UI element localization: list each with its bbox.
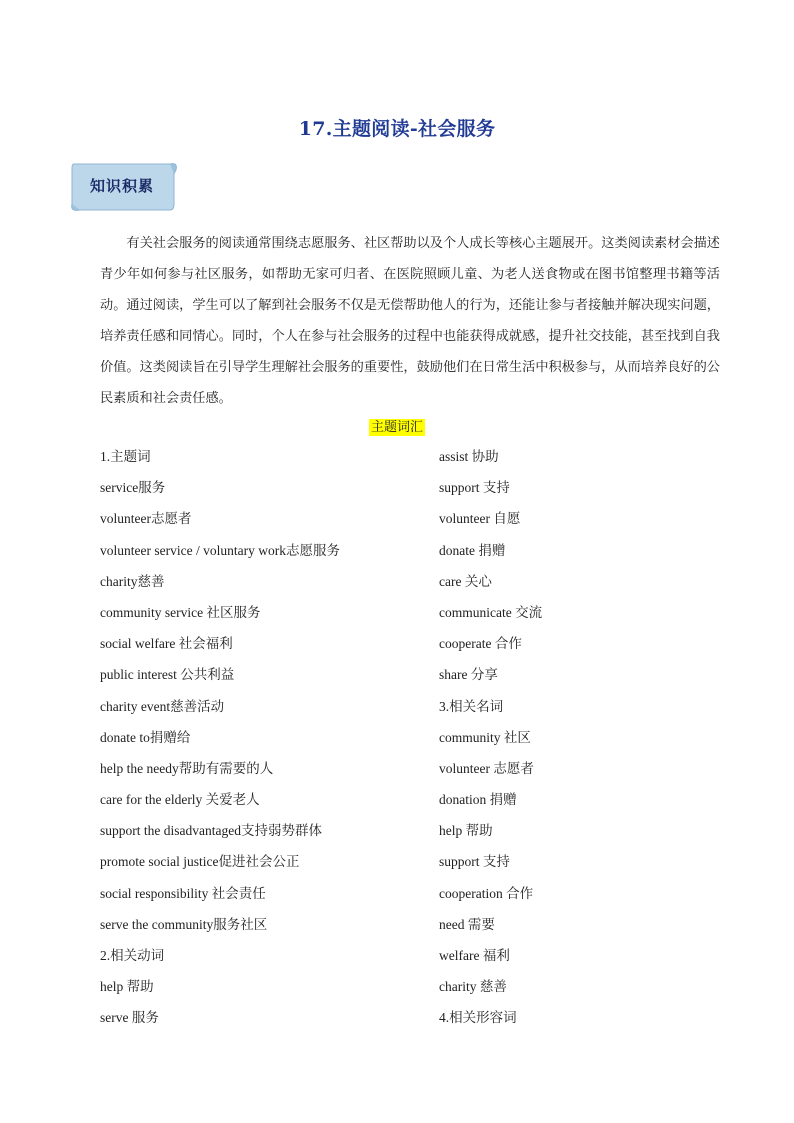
banner-label: 知识积累 — [89, 177, 154, 195]
intro-paragraph: 有关社会服务的阅读通常围绕志愿服务、社区帮助以及个人成长等核心主题展开。这类阅读素材会描述青少年如何参与社区服务，如帮助无家可归者、在医院照顾儿童、为老人送食物或在图书馆整理书籍等活动。通过阅读，学生可以了解到社会服务不仅是无偿帮助他人的行为，还能让参与者接触并解决现实问题，培养责任感和同情心。同时，个人在参与社会服务的过程中也能获得成就感，提升社交技能，甚至找到自我价值。这类阅读旨在引导学生理解社会服务的重要性，鼓励他们在日常生活中积极参与，从而培养良好的公民素质和社会责任感。 — [100, 236, 720, 406]
vocab-item: community 社区 — [439, 729, 531, 745]
vocab-item: support 支持 — [439, 854, 510, 870]
vocab-item: charity event慈善活动 — [100, 698, 225, 714]
vocab-item: 3.相关名词 — [439, 698, 504, 714]
vocab-item: 4.相关形容词 — [439, 1010, 517, 1026]
section-banner — [70, 160, 178, 212]
vocab-item: volunteer志愿者 — [100, 511, 192, 527]
vocab-item: social responsibility 社会责任 — [100, 885, 266, 901]
vocab-heading-highlight: 主题词汇 — [370, 420, 423, 435]
vocab-item: cooperate 合作 — [439, 636, 522, 652]
vocab-item: volunteer 志愿者 — [439, 760, 534, 776]
vocab-item: help 帮助 — [439, 823, 493, 839]
vocab-item: need 需要 — [439, 916, 495, 932]
vocab-item: 1.主题词 — [100, 449, 151, 464]
vocab-item: service服务 — [100, 480, 166, 496]
vocab-item: donation 捐赠 — [439, 792, 517, 808]
vocab-item: community service 社区服务 — [100, 604, 261, 620]
vocab-item: cooperation 合作 — [439, 885, 534, 901]
vocab-item: support the disadvantaged支持弱势群体 — [100, 823, 322, 839]
vocab-item: communicate 交流 — [439, 604, 543, 620]
vocab-item: donate 捐赠 — [439, 542, 506, 558]
vocab-item: help the needy帮助有需要的人 — [100, 760, 274, 776]
vocab-item: serve the community服务社区 — [100, 916, 268, 932]
vocab-item: 2.相关动词 — [100, 948, 165, 963]
vocab-item: share 分享 — [439, 667, 498, 683]
vocab-list-left — [100, 441, 420, 1034]
vocab-item: help 帮助 — [100, 979, 154, 995]
vocab-item: volunteer service / voluntary work志愿服务 — [100, 542, 340, 558]
vocab-item: volunteer 自愿 — [439, 511, 521, 527]
vocab-item: care for the elderly 关爱老人 — [100, 792, 260, 808]
vocab-item: support 支持 — [439, 480, 510, 496]
vocab-item: care 关心 — [439, 573, 492, 589]
vocab-item: public interest 公共利益 — [100, 667, 235, 683]
vocab-item: welfare 福利 — [439, 948, 510, 963]
vocab-list-right — [439, 441, 719, 1034]
vocab-item: assist 协助 — [439, 449, 499, 464]
vocab-item: donate to捐赠给 — [100, 729, 191, 745]
vocab-item: promote social justice促进社会公正 — [100, 854, 300, 870]
page-title: 17.主题阅读-社会服务 — [298, 118, 496, 140]
vocab-item: serve 服务 — [100, 1010, 159, 1026]
vocab-heading — [0, 416, 794, 435]
vocab-item: charity慈善 — [100, 573, 165, 589]
vocab-item: social welfare 社会福利 — [100, 636, 233, 652]
vocab-item: charity 慈善 — [439, 979, 507, 995]
